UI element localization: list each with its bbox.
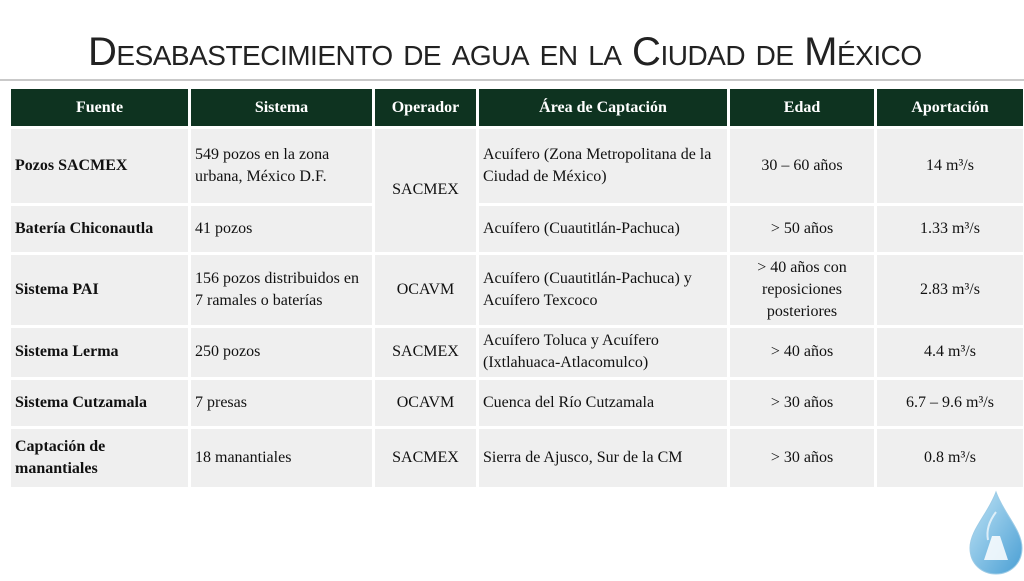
cell-fuente: Sistema Cutzamala — [11, 380, 188, 426]
title-divider — [0, 79, 1024, 81]
header-aportacion: Aportación — [877, 89, 1023, 126]
cell-aportacion: 1.33 m³/s — [877, 206, 1023, 252]
table-row — [11, 206, 1023, 252]
cell-edad: > 30 años — [730, 380, 874, 426]
header-area: Área de Captación — [479, 89, 727, 126]
cell-edad: > 30 años — [730, 429, 874, 487]
cell-area: Acuífero (Zona Metropolitana de la Ciudad de México) — [479, 129, 727, 203]
cell-edad: 30 – 60 años — [730, 129, 874, 203]
table-row — [11, 429, 1023, 487]
cell-fuente: Sistema PAI — [11, 255, 188, 326]
cell-fuente: Batería Chiconautla — [11, 206, 188, 252]
cell-area: Acuífero (Cuautitlán-Pachuca) y Acuífero Texcoco — [479, 255, 727, 326]
water-drop-icon — [966, 490, 1024, 576]
table-row — [11, 255, 1023, 326]
header-edad: Edad — [730, 89, 874, 126]
cell-sistema: 41 pozos — [191, 206, 372, 252]
cell-operador: OCAVM — [375, 255, 476, 326]
slide-title: Desabastecimiento de agua en la Ciudad de México — [88, 30, 922, 74]
water-sources-table — [8, 86, 1014, 490]
cell-aportacion: 4.4 m³/s — [877, 328, 1023, 376]
cell-area: Acuífero Toluca y Acuífero (Ixtlahuaca-Atlacomulco) — [479, 328, 727, 376]
cell-operador: SACMEX — [375, 328, 476, 376]
table-row — [11, 129, 1023, 203]
cell-sistema: 549 pozos en la zona urbana, México D.F. — [191, 129, 372, 203]
cell-aportacion: 2.83 m³/s — [877, 255, 1023, 326]
cell-sistema: 156 pozos distribuidos en 7 ramales o baterías — [191, 255, 372, 326]
cell-fuente: Pozos SACMEX — [11, 129, 188, 203]
cell-operador: SACMEX — [375, 129, 476, 252]
cell-area: Acuífero (Cuautitlán-Pachuca) — [479, 206, 727, 252]
cell-fuente: Captación de manantiales — [11, 429, 188, 487]
cell-sistema: 7 presas — [191, 380, 372, 426]
header-fuente: Fuente — [11, 89, 188, 126]
cell-operador: OCAVM — [375, 380, 476, 426]
cell-edad: > 50 años — [730, 206, 874, 252]
cell-area: Cuenca del Río Cutzamala — [479, 380, 727, 426]
cell-fuente: Sistema Lerma — [11, 328, 188, 376]
table-row — [11, 328, 1023, 376]
cell-aportacion: 14 m³/s — [877, 129, 1023, 203]
cell-area: Sierra de Ajusco, Sur de la CM — [479, 429, 727, 487]
cell-aportacion: 0.8 m³/s — [877, 429, 1023, 487]
table-row — [11, 380, 1023, 426]
cell-sistema: 18 manantiales — [191, 429, 372, 487]
header-operador: Operador — [375, 89, 476, 126]
cell-sistema: 250 pozos — [191, 328, 372, 376]
cell-operador: SACMEX — [375, 429, 476, 487]
table-header-row — [11, 89, 1023, 126]
cell-edad: > 40 años — [730, 328, 874, 376]
header-sistema: Sistema — [191, 89, 372, 126]
cell-aportacion: 6.7 – 9.6 m³/s — [877, 380, 1023, 426]
cell-edad: > 40 años con reposiciones posteriores — [730, 255, 874, 326]
